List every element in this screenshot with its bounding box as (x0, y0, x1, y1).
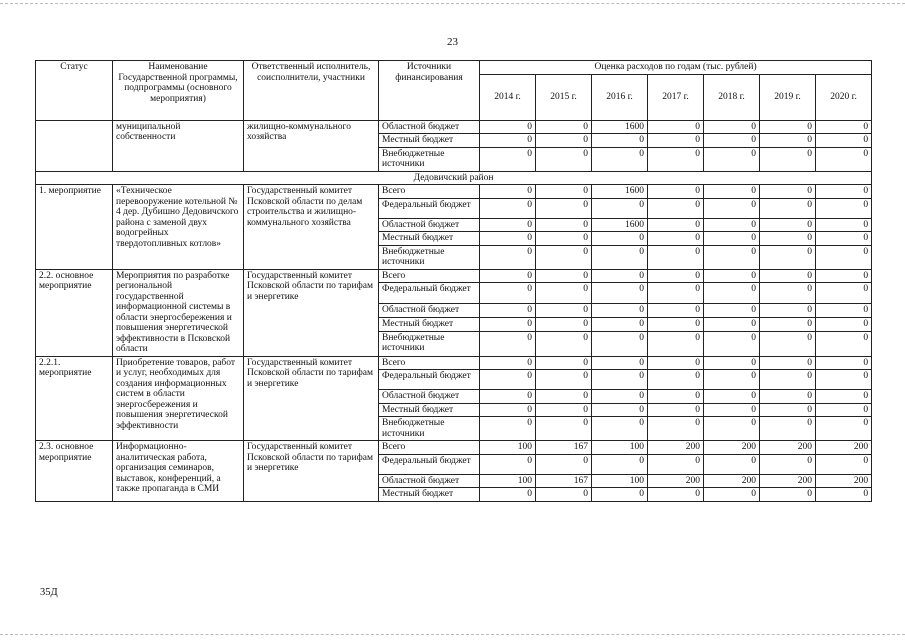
value-cell: 0 (816, 218, 872, 232)
value-cell: 200 (704, 474, 760, 488)
value-cell: 100 (592, 474, 648, 488)
value-cell: 0 (592, 370, 648, 390)
value-cell: 200 (816, 474, 872, 488)
value-cell: 0 (648, 488, 704, 502)
source-cell: Областной бюджет (379, 303, 480, 317)
value-cell: 0 (536, 403, 592, 417)
value-cell: 100 (480, 441, 536, 455)
source-cell: Всего (379, 185, 480, 199)
header-year: 2019 г. (760, 74, 816, 120)
value-cell: 0 (536, 120, 592, 134)
value-cell: 0 (816, 403, 872, 417)
table-row (36, 185, 872, 199)
status-cell: 2.2.1. мероприятие (36, 356, 113, 441)
value-cell: 0 (480, 134, 536, 148)
value-cell: 0 (760, 283, 816, 304)
header-year: 2016 г. (592, 74, 648, 120)
source-cell: Внебюджетные источники (379, 147, 480, 171)
value-cell: 1600 (592, 185, 648, 199)
scan-edge-bottom (0, 634, 905, 635)
header-year: 2020 г. (816, 74, 872, 120)
value-cell: 0 (480, 356, 536, 370)
value-cell: 1600 (592, 218, 648, 232)
value-cell: 0 (816, 232, 872, 246)
page-number: 23 (447, 36, 458, 48)
value-cell: 0 (480, 245, 536, 269)
value-cell: 0 (816, 120, 872, 134)
value-cell: 0 (480, 454, 536, 474)
value-cell: 0 (536, 317, 592, 331)
value-cell: 0 (536, 488, 592, 502)
value-cell: 0 (704, 488, 760, 502)
name-cell: Мероприятия по разработке региональной государственной информационной системы в области энергосбережения и повышения энергетической эффективности в Псковской области (113, 269, 244, 356)
value-cell: 0 (704, 390, 760, 404)
source-cell: Федеральный бюджет (379, 283, 480, 304)
value-cell: 0 (760, 147, 816, 171)
value-cell: 0 (592, 283, 648, 304)
value-cell: 0 (760, 331, 816, 356)
value-cell: 200 (648, 441, 704, 455)
value-cell: 0 (704, 198, 760, 218)
value-cell: 0 (592, 317, 648, 331)
value-cell: 0 (536, 370, 592, 390)
source-cell: Местный бюджет (379, 403, 480, 417)
value-cell: 0 (816, 147, 872, 171)
source-cell: Областной бюджет (379, 120, 480, 134)
value-cell: 0 (480, 317, 536, 331)
value-cell: 0 (704, 269, 760, 283)
source-cell: Федеральный бюджет (379, 370, 480, 390)
value-cell: 0 (480, 218, 536, 232)
table-row (36, 441, 872, 455)
value-cell: 0 (536, 198, 592, 218)
value-cell: 0 (592, 454, 648, 474)
value-cell: 0 (536, 147, 592, 171)
source-cell: Федеральный бюджет (379, 198, 480, 218)
table-header (36, 61, 872, 121)
value-cell: 0 (480, 120, 536, 134)
header-sources: Источники финансирования (379, 61, 480, 121)
value-cell: 0 (816, 390, 872, 404)
value-cell: 0 (480, 488, 536, 502)
value-cell: 0 (648, 317, 704, 331)
value-cell: 0 (648, 303, 704, 317)
value-cell: 0 (760, 303, 816, 317)
value-cell: 0 (592, 245, 648, 269)
value-cell: 0 (704, 232, 760, 246)
status-cell (36, 120, 113, 171)
value-cell: 0 (536, 232, 592, 246)
source-cell: Областной бюджет (379, 474, 480, 488)
value-cell: 0 (704, 303, 760, 317)
value-cell: 0 (480, 185, 536, 199)
name-cell: «Техническое перевооружение котельной № 4 дер. Дубишно Дедовичского района с заменой двух водогрейных твердотопливных котлов» (113, 185, 244, 270)
value-cell: 0 (592, 134, 648, 148)
status-cell: 2.2. основное мероприятие (36, 269, 113, 356)
value-cell: 0 (536, 356, 592, 370)
value-cell: 0 (480, 331, 536, 356)
value-cell: 0 (648, 390, 704, 404)
value-cell: 0 (648, 283, 704, 304)
value-cell: 0 (648, 331, 704, 356)
value-cell: 0 (816, 185, 872, 199)
value-cell: 0 (648, 417, 704, 441)
value-cell: 0 (536, 331, 592, 356)
status-cell: 2.3. основное мероприятие (36, 441, 113, 502)
value-cell: 0 (648, 232, 704, 246)
value-cell: 0 (816, 134, 872, 148)
value-cell: 0 (648, 454, 704, 474)
value-cell: 0 (760, 134, 816, 148)
value-cell: 0 (760, 120, 816, 134)
value-cell: 0 (592, 269, 648, 283)
source-cell: Областной бюджет (379, 390, 480, 404)
value-cell: 0 (648, 403, 704, 417)
value-cell: 0 (704, 245, 760, 269)
value-cell: 0 (648, 370, 704, 390)
value-cell: 0 (480, 232, 536, 246)
value-cell: 0 (648, 198, 704, 218)
value-cell: 0 (704, 317, 760, 331)
value-cell: 0 (592, 417, 648, 441)
source-cell: Всего (379, 269, 480, 283)
value-cell: 100 (592, 441, 648, 455)
district-row (36, 171, 872, 185)
source-cell: Местный бюджет (379, 488, 480, 502)
name-cell: муниципальной собственности (113, 120, 244, 171)
value-cell: 0 (816, 317, 872, 331)
executor-cell: Государственный комитет Псковской области по тарифам и энергетике (244, 269, 379, 356)
value-cell: 0 (536, 185, 592, 199)
value-cell: 167 (536, 474, 592, 488)
value-cell: 0 (480, 403, 536, 417)
value-cell: 0 (816, 198, 872, 218)
executor-cell: Государственный комитет Псковской области по тарифам и энергетике (244, 356, 379, 441)
source-cell: Внебюджетные источники (379, 245, 480, 269)
value-cell: 0 (704, 283, 760, 304)
value-cell: 0 (760, 317, 816, 331)
name-cell: Информационно-аналитическая работа, организация семинаров, выставок, конференций, а также пропаганда в СМИ (113, 441, 244, 502)
value-cell: 0 (760, 245, 816, 269)
value-cell: 0 (592, 390, 648, 404)
table-row (36, 356, 872, 370)
value-cell: 0 (816, 245, 872, 269)
value-cell: 0 (480, 269, 536, 283)
value-cell: 0 (592, 403, 648, 417)
source-cell: Всего (379, 356, 480, 370)
value-cell: 0 (816, 303, 872, 317)
value-cell: 0 (760, 356, 816, 370)
scan-edge-top (0, 3, 905, 4)
value-cell: 0 (816, 283, 872, 304)
value-cell: 0 (536, 218, 592, 232)
district-name: Дедовичский район (36, 171, 872, 185)
executor-cell: Государственный комитет Псковской области по делам строительства и жилищно-коммунального хозяйства (244, 185, 379, 270)
value-cell: 0 (816, 488, 872, 502)
value-cell: 0 (704, 417, 760, 441)
source-cell: Внебюджетные источники (379, 417, 480, 441)
table-body (36, 120, 872, 501)
value-cell: 0 (592, 232, 648, 246)
value-cell: 0 (536, 283, 592, 304)
value-cell: 0 (648, 245, 704, 269)
value-cell: 1600 (592, 120, 648, 134)
value-cell: 0 (592, 356, 648, 370)
value-cell: 0 (704, 331, 760, 356)
value-cell: 0 (760, 232, 816, 246)
value-cell: 200 (704, 441, 760, 455)
status-cell: 1. мероприятие (36, 185, 113, 270)
value-cell: 0 (816, 417, 872, 441)
value-cell: 200 (648, 474, 704, 488)
value-cell: 0 (592, 488, 648, 502)
header-year: 2017 г. (648, 74, 704, 120)
value-cell: 0 (536, 303, 592, 317)
header-status: Статус (36, 61, 113, 121)
value-cell: 0 (704, 356, 760, 370)
table-row (36, 120, 872, 134)
value-cell: 0 (536, 134, 592, 148)
source-cell: Внебюджетные источники (379, 331, 480, 356)
source-cell: Федеральный бюджет (379, 454, 480, 474)
value-cell: 0 (536, 269, 592, 283)
value-cell: 200 (760, 441, 816, 455)
value-cell: 0 (760, 185, 816, 199)
value-cell: 0 (648, 218, 704, 232)
value-cell: 0 (704, 403, 760, 417)
value-cell: 0 (480, 417, 536, 441)
name-cell: Приобретение товаров, работ и услуг, необходимых для создания информационных систем в области энергосбережения и повышения энергетической эффективности (113, 356, 244, 441)
value-cell: 0 (480, 303, 536, 317)
value-cell: 0 (760, 370, 816, 390)
value-cell: 200 (760, 474, 816, 488)
value-cell: 0 (648, 269, 704, 283)
header-year: 2014 г. (480, 74, 536, 120)
footer-code: 35Д (40, 587, 58, 598)
value-cell: 0 (592, 303, 648, 317)
value-cell: 0 (648, 356, 704, 370)
value-cell: 0 (648, 134, 704, 148)
value-cell: 0 (480, 147, 536, 171)
value-cell: 0 (536, 390, 592, 404)
value-cell: 0 (704, 147, 760, 171)
header-executor: Ответственный исполнитель, соисполнители, участники (244, 61, 379, 121)
value-cell: 0 (592, 147, 648, 171)
value-cell: 0 (816, 454, 872, 474)
value-cell: 0 (704, 185, 760, 199)
value-cell: 0 (760, 417, 816, 441)
executor-cell: Государственный комитет Псковской области по тарифам и энергетике (244, 441, 379, 502)
value-cell: 0 (704, 120, 760, 134)
value-cell: 0 (536, 245, 592, 269)
value-cell: 0 (704, 134, 760, 148)
value-cell: 0 (480, 283, 536, 304)
source-cell: Местный бюджет (379, 134, 480, 148)
table-row (36, 269, 872, 283)
value-cell: 0 (816, 331, 872, 356)
value-cell: 0 (760, 390, 816, 404)
value-cell: 0 (760, 218, 816, 232)
value-cell: 0 (704, 218, 760, 232)
value-cell: 200 (816, 441, 872, 455)
source-cell: Всего (379, 441, 480, 455)
executor-cell: жилищно-коммунального хозяйства (244, 120, 379, 171)
value-cell: 0 (648, 147, 704, 171)
value-cell: 0 (480, 198, 536, 218)
value-cell: 0 (816, 356, 872, 370)
value-cell: 0 (648, 120, 704, 134)
header-year: 2018 г. (704, 74, 760, 120)
source-cell: Областной бюджет (379, 218, 480, 232)
value-cell: 0 (760, 488, 816, 502)
budget-table (35, 60, 872, 502)
value-cell: 0 (816, 269, 872, 283)
value-cell: 0 (648, 185, 704, 199)
value-cell: 0 (592, 198, 648, 218)
value-cell: 0 (760, 198, 816, 218)
value-cell: 167 (536, 441, 592, 455)
source-cell: Местный бюджет (379, 232, 480, 246)
value-cell: 0 (760, 454, 816, 474)
value-cell: 0 (536, 417, 592, 441)
header-year: 2015 г. (536, 74, 592, 120)
value-cell: 0 (704, 454, 760, 474)
value-cell: 0 (480, 370, 536, 390)
value-cell: 0 (592, 331, 648, 356)
value-cell: 0 (704, 370, 760, 390)
header-estimate: Оценка расходов по годам (тыс. рублей) (480, 61, 872, 75)
value-cell: 100 (480, 474, 536, 488)
value-cell: 0 (760, 403, 816, 417)
value-cell: 0 (536, 454, 592, 474)
value-cell: 0 (760, 269, 816, 283)
value-cell: 0 (816, 370, 872, 390)
source-cell: Местный бюджет (379, 317, 480, 331)
value-cell: 0 (480, 390, 536, 404)
header-name: Наименование Государственной программы, подпрограммы (основного мероприятия) (113, 61, 244, 121)
